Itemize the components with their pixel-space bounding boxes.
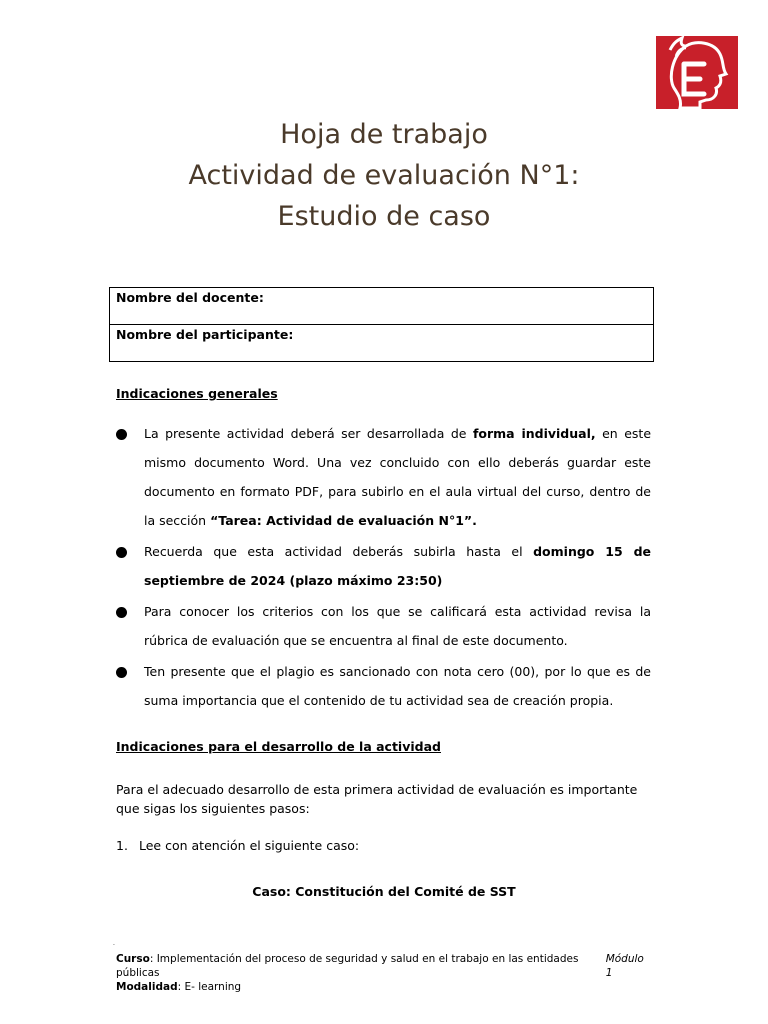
step-text: Lee con atención el siguiente caso: <box>139 838 360 853</box>
general-instructions-heading: Indicaciones generales <box>116 386 278 401</box>
footer-mark: . <box>113 940 115 947</box>
footer-course: Curso: Implementación del proceso de seguridad y salud en el trabajo en las entidades públicas <box>116 953 579 979</box>
development-instructions-heading: Indicaciones para el desarrollo de la actividad <box>116 739 441 754</box>
title-line-3: Estudio de caso <box>277 201 491 232</box>
page-footer <box>116 952 652 994</box>
footer-modality: Modalidad: E- learning <box>116 981 242 993</box>
case-title: Caso: Constitución del Comité de SST <box>252 884 516 899</box>
bullet-icon <box>116 607 127 618</box>
list-item: Ten presente que el plagio es sancionado con nota cero (00), por lo que es de suma importancia que el contenido de tu actividad sea de creación propia. <box>116 657 651 715</box>
bullet-icon <box>116 667 127 678</box>
institution-logo <box>656 36 738 109</box>
title-line-2: Actividad de evaluación N°1: <box>188 160 580 191</box>
development-intro: Para el adecuado desarrollo de esta primera actividad de evaluación es importante que sigas los siguientes pasos: <box>116 782 638 816</box>
identification-table <box>109 287 654 362</box>
teacher-name-label: Nombre del docente: <box>116 290 264 305</box>
footer-module: Módulo 1 <box>605 953 644 979</box>
title-line-1: Hoja de trabajo <box>280 119 488 150</box>
list-item: La presente actividad deberá ser desarrollada de forma individual, en este mismo documento Word. Una vez concluido con ello deberás guardar este documento en formato PDF, para subirlo en el aula virtual del curso, dentro de la sección “Tarea: Actividad de evaluación N°1”. <box>116 419 651 535</box>
document-title <box>0 114 768 237</box>
step-number: 1. <box>116 838 128 853</box>
participant-name-label: Nombre del participante: <box>116 327 294 342</box>
step-1 <box>116 838 359 853</box>
list-item: Para conocer los criterios con los que se calificará esta actividad revisa la rúbrica de evaluación que se encuentra al final de este documento. <box>116 597 651 655</box>
teacher-name-cell[interactable] <box>110 288 654 325</box>
general-instructions-list <box>116 419 651 717</box>
bullet-icon <box>116 429 127 440</box>
list-item: Recuerda que esta actividad deberás subirla hasta el domingo 15 de septiembre de 2024 (plazo máximo 23:50) <box>116 537 651 595</box>
bullet-icon <box>116 547 127 558</box>
participant-name-cell[interactable] <box>110 325 654 362</box>
